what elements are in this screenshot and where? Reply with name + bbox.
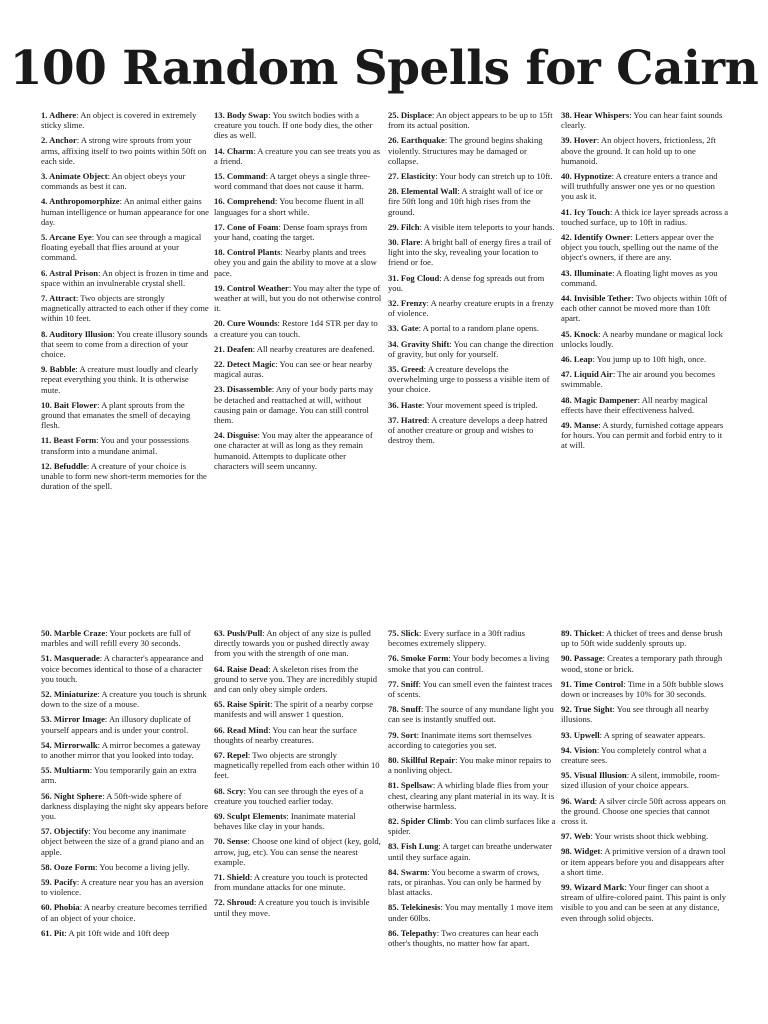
spell-name: 57. Objectify <box>41 826 89 837</box>
spell-description: An object of any size is pulled directly towards you or pushed directly away from you with the strength of one man. <box>214 628 371 659</box>
spell-description: You see through all nearby illusions. <box>561 704 709 725</box>
spell-name: 36. Haste <box>388 399 422 410</box>
spell-entry: 18. Control Plants: Nearby plants and trees obey you and gain the ability to move at a slow pace. <box>214 247 377 278</box>
spell-name: 77. Sniff <box>388 678 419 689</box>
spell-entry: 33. Gate: A portal to a random plane opens. <box>388 323 539 334</box>
spell-entry: 75. Slick: Every surface in a 30ft radius becomes extremely slippery. <box>388 628 526 649</box>
spell-name: 22. Detect Magic <box>214 359 276 370</box>
spell-entry: 32. Frenzy: A nearby creature erupts in a frenzy of violence. <box>388 298 554 319</box>
spell-description: Your wrists shoot thick webbing. <box>594 831 709 842</box>
spell-column-5 <box>41 628 209 943</box>
spell-description: A bright ball of energy fires a trail of light into the sky, revealing your location to friend or foe. <box>388 237 552 268</box>
spell-entry: 96. Ward: A silver circle 50ft across appears on the ground. Choose one species that cannot cross it. <box>561 795 726 827</box>
spell-name: 15. Command <box>214 171 266 182</box>
spell-name: 8. Auditory Illusion <box>41 328 113 339</box>
spell-entry: 15. Command: A target obeys a single three-word command that does not cause it harm. <box>214 171 370 192</box>
spell-name: 61. Pit <box>41 927 65 938</box>
spell-name: 79. Sort <box>388 729 417 740</box>
spell-name: 32. Frenzy <box>388 298 427 309</box>
spell-description: A creature must loudly and clearly repeat everything you think. It is otherwise mute. <box>41 364 199 395</box>
spell-name: 94. Vision <box>561 744 597 755</box>
spell-name: 71. Shield <box>214 872 250 883</box>
spell-name: 27. Elasticity <box>388 171 436 182</box>
spell-description: Restore 1d4 STR per day to a creature you can touch. <box>214 318 378 339</box>
spell-entry: 76. Smoke Form: Your body becomes a living smoke that you can control. <box>388 653 550 674</box>
spell-entry: 36. Haste: Your movement speed is tripled. <box>388 399 538 410</box>
spell-name: 48. Magic Dampener <box>561 394 638 405</box>
spell-name: 93. Upwell <box>561 729 600 740</box>
spell-name: 96. Ward <box>561 795 595 806</box>
spell-entry: 17. Cone of Foam: Dense foam sprays from your hand, coating the target. <box>214 221 368 243</box>
spell-name: 67. Repel <box>214 750 248 761</box>
spell-description: An object obeys your commands as best it can. <box>41 171 186 192</box>
spell-name: 50. Marble Craze <box>41 628 106 638</box>
spell-entry: 80. Skillful Repair: You make minor repairs to a nonliving object. <box>388 755 552 776</box>
spell-description: A creature you touch is protected from mundane attacks for one minute. <box>214 872 368 893</box>
spell-column-1 <box>41 110 209 497</box>
spell-entry: 86. Telepathy: Two creatures can hear each other's thoughts, no matter how far apart. <box>388 927 539 949</box>
spell-name: 35. Greed <box>388 364 424 375</box>
spell-description: A whirling blade flies from your chest, clearing any plant material in its way. It is otherwise harmless. <box>388 780 555 811</box>
spell-name: 16. Comprehend <box>214 196 275 207</box>
spell-description: A mirror becomes a gateway to another mirror that you looked into today. <box>41 739 201 761</box>
spell-name: 38. Hear Whispers <box>561 110 630 120</box>
spell-name: 40. Hypnotize <box>561 171 612 182</box>
spell-name: 20. Cure Wounds <box>214 318 278 329</box>
spell-description: Your body becomes a living smoke that you can control. <box>388 653 550 674</box>
spell-name: 12. Befuddle <box>41 460 87 471</box>
spell-entry: 1. Adhere: An object is covered in extremely sticky slime. <box>41 110 197 131</box>
spell-description: You temporarily gain an extra arm. <box>41 765 197 786</box>
spell-entry: 20. Cure Wounds: Restore 1d4 STR per day to a creature you can touch. <box>214 318 378 339</box>
spell-name: 53. Mirror Image <box>41 714 105 725</box>
spell-description: You become a living jelly. <box>99 861 190 872</box>
spell-description: A skeleton rises from the ground to serve you. They are incredibly stupid and can only obey simple orders. <box>214 663 378 695</box>
spell-entry: 6. Astral Prison: An object is frozen in time and space within an invulnerable crystal shell. <box>41 267 209 288</box>
spell-entry: 94. Vision: You completely control what a creature sees. <box>561 744 707 766</box>
spell-name: 98. Widget <box>561 846 601 857</box>
spell-description: A thick ice layer spreads across a touched surface, up to 10ft in radius. <box>561 206 729 227</box>
spell-name: 43. Illuminate <box>561 267 613 278</box>
spell-name: 66. Read Mind <box>214 724 269 735</box>
spell-name: 11. Beast Form <box>41 435 97 446</box>
spell-entry: 85. Telekinesis: You may mentally 1 move item under 60lbs. <box>388 902 553 923</box>
spell-description: An object is frozen in time and space within an invulnerable crystal shell. <box>41 267 209 288</box>
spell-description: A visible item teleports to your hands. <box>423 221 555 232</box>
spell-description: A spring of seawater appears. <box>603 729 706 740</box>
spell-name: 60. Phobia <box>41 902 80 913</box>
spell-entry: 10. Bait Flower: A plant sprouts from the ground that emanates the smell of decaying flesh. <box>41 399 191 431</box>
spell-name: 2. Anchor <box>41 135 77 146</box>
spell-description: A creature enters a trance and will truthfully answer one yes or no question you ask it. <box>561 171 718 202</box>
spell-description: Time in a 50ft bubble slows down or increases by 10% for 30 seconds. <box>561 678 724 700</box>
spell-name: 33. Gate <box>388 323 419 334</box>
spell-description: A nearby mundane or magical lock unlocks loudly. <box>561 328 723 349</box>
spell-name: 3. Animate Object <box>41 171 108 182</box>
spell-name: 51. Masquerade <box>41 653 100 664</box>
spell-description: A creature develops a deep hatred of another creature or group and wishes to destroy them. <box>388 414 548 446</box>
spell-description: A dense fog spreads out from you. <box>388 272 545 293</box>
spell-description: A character's appearance and voice becomes identical to those of a character you touch. <box>41 653 204 684</box>
spell-name: 19. Control Weather <box>214 282 289 293</box>
spell-description: You completely control what a creature sees. <box>561 744 707 766</box>
spell-description: You can see or hear nearby magical auras. <box>214 359 373 380</box>
spell-entry: 48. Magic Dampener: All nearby magical effects have their effectiveness halved. <box>561 394 708 415</box>
spell-description: Dense foam sprays from your hand, coating the target. <box>214 221 368 243</box>
spell-name: 6. Astral Prison <box>41 267 99 278</box>
spell-entry: 63. Push/Pull: An object of any size is pulled directly towards you or pushed directly away from you with the strength of one man. <box>214 628 371 659</box>
spell-entry: 67. Repel: Two objects are strongly magnetically repelled from each other within 10 feet. <box>214 750 380 781</box>
spell-description: A creature near you has an aversion to violence. <box>41 877 204 898</box>
spell-description: A plant sprouts from the ground that emanates the smell of decaying flesh. <box>41 399 191 431</box>
spell-description: All nearby creatures are deafened. <box>256 343 375 354</box>
spell-entry: 45. Knock: A nearby mundane or magical lock unlocks loudly. <box>561 328 723 349</box>
spell-entry: 29. Filch: A visible item teleports to your hands. <box>388 221 555 232</box>
spell-entry: 59. Pacify: A creature near you has an aversion to violence. <box>41 877 204 898</box>
spell-description: You jump up to 10ft high, once. <box>596 354 707 365</box>
spell-description: You can see through the eyes of a creature you touched earlier today. <box>214 785 364 806</box>
spell-name: 39. Hover <box>561 135 597 146</box>
spell-name: 9. Babble <box>41 364 76 375</box>
spell-description: A creature of your choice is unable to form new short-term memories for the duration of the spell. <box>41 460 207 492</box>
spell-description: You become a swarm of crows, rats, or piranhas. You can only be harmed by blast attacks. <box>388 866 542 898</box>
spell-entry: 22. Detect Magic: You can see or hear nearby magical auras. <box>214 359 373 380</box>
spell-name: 26. Earthquake <box>388 135 445 146</box>
spell-name: 49. Manse <box>561 420 599 431</box>
spell-name: 10. Bait Flower <box>41 399 98 410</box>
spell-name: 68. Scry <box>214 785 244 796</box>
spell-description: A floating light moves as you command. <box>561 267 718 288</box>
spell-description: Inanimate material behaves like clay in your hands. <box>214 811 356 832</box>
spell-entry: 16. Comprehend: You become fluent in all languages for a short while. <box>214 196 364 217</box>
spell-description: A target obeys a single three-word command that does not cause it harm. <box>214 171 370 192</box>
spell-description: The air around you becomes swimmable. <box>561 369 716 390</box>
spell-description: Two objects within 10ft of each other cannot be moved more than 10ft apart. <box>561 293 727 324</box>
spell-description: You can hear faint sounds clearly. <box>561 110 723 131</box>
spell-description: An object is covered in extremely sticky slime. <box>41 110 197 131</box>
spell-description: A target can breathe underwater until they surface again. <box>388 841 553 862</box>
spell-name: 89. Thicket <box>561 628 602 638</box>
spell-description: You can smell even the faintest traces of scents. <box>388 678 553 700</box>
spell-entry: 13. Body Swap: You switch bodies with a creature you touch. If one body dies, the other dies as well. <box>214 110 373 141</box>
spell-description: The source of any mundane light you can see is instantly snuffed out. <box>388 704 554 725</box>
spell-entry: 68. Scry: You can see through the eyes of a creature you touched earlier today. <box>214 785 364 806</box>
spell-description: The ground begins shaking violently. Structures may be damaged or collapse. <box>388 135 543 166</box>
spell-description: You can change the direction of gravity, but only for yourself. <box>388 338 554 359</box>
spell-name: 80. Skillful Repair <box>388 755 456 766</box>
spell-name: 37. Hatred <box>388 414 427 425</box>
spell-description: A primitive version of a drawn tool or item appears before you and disappears after a short time. <box>561 846 726 877</box>
spell-description: A creature you touch is invisible until they move. <box>214 897 370 918</box>
spell-entry: 28. Elemental Wall: A straight wall of ice or fire 50ft long and 10ft high rises from the ground. <box>388 186 543 217</box>
spell-name: 85. Telekinesis <box>388 902 441 913</box>
spell-name: 4. Anthropomorphize <box>41 196 120 207</box>
spell-name: 7. Attract <box>41 293 76 304</box>
spell-entry: 30. Flare: A bright ball of energy fires a trail of light into the sky, revealing your location to friend or foe. <box>388 237 552 268</box>
spell-description: You can hear the surface thoughts of nearby creatures. <box>214 724 357 745</box>
spell-entry: 71. Shield: A creature you touch is protected from mundane attacks for one minute. <box>214 872 368 893</box>
spell-name: 30. Flare <box>388 237 421 248</box>
spell-name: 70. Sense <box>214 836 248 847</box>
spell-entry: 11. Beast Form: You and your possessions transform into a mundane animal. <box>41 435 190 456</box>
spell-entry: 37. Hatred: A creature develops a deep hatred of another creature or group and wishes to destroy them. <box>388 414 548 446</box>
spell-name: 69. Sculpt Elements <box>214 811 287 822</box>
spell-name: 42. Identify Owner <box>561 232 631 243</box>
spell-column-8 <box>561 628 729 928</box>
spell-description: You switch bodies with a creature you touch. If one body dies, the other dies as well. <box>214 110 373 141</box>
spell-entry: 61. Pit: A pit 10ft wide and 10ft deep <box>41 927 170 938</box>
spell-description: You and your possessions transform into a mundane animal. <box>41 435 190 456</box>
spell-name: 92. True Sight <box>561 704 613 715</box>
spell-description: A 50ft-wide sphere of darkness displaying the night sky appears before you. <box>41 790 209 822</box>
spell-entry: 98. Widget: A primitive version of a drawn tool or item appears before you and disappears after a short time. <box>561 846 726 877</box>
spell-name: 63. Push/Pull <box>214 628 263 638</box>
spell-description: An illusory duplicate of yourself appears and is under your control. <box>41 714 191 735</box>
spell-entry: 56. Night Sphere: A 50ft-wide sphere of darkness displaying the night sky appears before you. <box>41 790 209 822</box>
spell-entry: 93. Upwell: A spring of seawater appears. <box>561 729 706 740</box>
spell-name: 64. Raise Dead <box>214 663 269 674</box>
spell-entry: 43. Illuminate: A floating light moves as you command. <box>561 267 718 288</box>
spell-name: 90. Passage <box>561 653 603 664</box>
spell-description: Your pockets are full of marbles and will refill every 30 seconds. <box>41 628 191 649</box>
spell-description: You may mentally 1 move item under 60lbs. <box>388 902 553 923</box>
spell-entry: 7. Attract: Two objects are strongly magnetically attracted to each other if they come within 10 feet. <box>41 293 209 324</box>
spell-entry: 70. Sense: Choose one kind of object (key, gold, arrow, jug, etc). You can sense the nearest example. <box>214 836 381 867</box>
spell-entry: 5. Arcane Eye: You can see through a magical floating eyeball that flies around at your command. <box>41 232 202 263</box>
spell-name: 54. Mirrorwalk <box>41 739 98 750</box>
spell-name: 25. Displace <box>388 110 432 120</box>
spell-entry: 53. Mirror Image: An illusory duplicate of yourself appears and is under your control. <box>41 714 191 735</box>
spell-name: 34. Gravity Shift <box>388 338 450 349</box>
spell-name: 91. Time Control <box>561 678 624 689</box>
spell-column-3 <box>388 110 556 450</box>
spell-name: 47. Liquid Air <box>561 369 613 380</box>
spell-entry: 79. Sort: Inanimate items sort themselves according to categories you set. <box>388 729 532 750</box>
spell-entry: 51. Masquerade: A character's appearance and voice becomes identical to those of a character you touch. <box>41 653 204 684</box>
spell-description: A nearby creature erupts in a frenzy of violence. <box>388 298 554 319</box>
spell-name: 17. Cone of Foam <box>214 221 279 232</box>
spell-name: 44. Invisible Tether <box>561 293 632 304</box>
spell-description: You may alter the appearance of one character at will as long as they remain humanoid. Attempts to duplicate other characters will seem uncanny. <box>214 430 373 471</box>
spell-description: Your body can stretch up to 10ft. <box>439 171 553 182</box>
spell-entry: 69. Sculpt Elements: Inanimate material behaves like clay in your hands. <box>214 811 356 832</box>
spell-description: Inanimate items sort themselves according to categories you set. <box>388 729 532 750</box>
spell-name: 23. Disassemble <box>214 384 272 395</box>
spell-column-2 <box>214 110 382 476</box>
spell-column-4 <box>561 110 729 456</box>
spell-entry: 12. Befuddle: A creature of your choice is unable to form new short-term memories for the duration of the spell. <box>41 460 207 492</box>
spell-entry: 49. Manse: A sturdy, furnished cottage appears for hours. You can permit and forbid entry to it at will. <box>561 420 724 451</box>
spell-entry: 31. Fog Cloud: A dense fog spreads out from you. <box>388 272 545 293</box>
spell-entry: 60. Phobia: A nearby creature becomes terrified of an object of your choice. <box>41 902 207 923</box>
spell-name: 46. Leap <box>561 354 593 365</box>
spell-entry: 19. Control Weather: You may alter the type of weather at will, but you do not otherwise control it. <box>214 282 382 314</box>
spell-description: An animal either gains human intelligence or human appearance for one day. <box>41 196 209 227</box>
spell-description: A creature you can see treats you as a friend. <box>214 145 381 166</box>
spell-description: A nearby creature becomes terrified of an object of your choice. <box>41 902 207 923</box>
spell-description: A creature develops the overwhelming urge to possess a visible item of your choice. <box>388 364 550 395</box>
spell-entry: 77. Sniff: You can smell even the faintest traces of scents. <box>388 678 553 700</box>
spell-name: 99. Wizard Mark <box>561 882 625 893</box>
spell-column-7 <box>388 628 556 953</box>
spell-column-6 <box>214 628 382 923</box>
spell-description: Creates a temporary path through wood, stone or brick. <box>561 653 723 674</box>
spell-entry: 8. Auditory Illusion: You create illusory sounds that seem to come from a direction of your choice. <box>41 328 208 360</box>
spell-description: A portal to a random plane opens. <box>422 323 539 334</box>
spell-description: An object hovers, frictionless, 2ft above the ground. It can hold up to one humanoid. <box>561 135 716 166</box>
spell-entry: 25. Displace: An object appears to be up to 15ft from its actual position. <box>388 110 553 131</box>
spell-entry: 97. Web: Your wrists shoot thick webbing. <box>561 831 709 842</box>
spell-description: Two objects are strongly magnetically attracted to each other if they come within 10 feet. <box>41 293 209 324</box>
spell-description: You can climb surfaces like a spider. <box>388 816 556 837</box>
spell-entry: 40. Hypnotize: A creature enters a trance and will truthfully answer one yes or no question you ask it. <box>561 171 718 202</box>
spell-description: A creature you touch is shrunk down to the size of a mouse. <box>41 689 207 710</box>
spell-name: 41. Icy Touch <box>561 206 610 217</box>
spell-name: 13. Body Swap <box>214 110 269 120</box>
spell-name: 97. Web <box>561 831 591 842</box>
spell-description: Two creatures can hear each other's thoughts, no matter how far apart. <box>388 927 539 949</box>
spell-entry: 26. Earthquake: The ground begins shaking violently. Structures may be damaged or collapse. <box>388 135 543 166</box>
spell-entry: 92. True Sight: You see through all nearby illusions. <box>561 704 709 725</box>
spell-name: 83. Fish Lung <box>388 841 439 852</box>
spell-name: 84. Swarm <box>388 866 428 877</box>
spell-description: Your finger can shoot a stream of ulfire-colored paint. This paint is only visible to you and can be seen at any distance, even through solid objects. <box>561 882 726 923</box>
spell-entry: 91. Time Control: Time in a 50ft bubble slows down or increases by 10% for 30 seconds. <box>561 678 724 700</box>
spell-description: You create illusory sounds that seem to come from a direction of your choice. <box>41 328 208 360</box>
spell-name: 56. Night Sphere <box>41 790 103 801</box>
spell-entry: 64. Raise Dead: A skeleton rises from the ground to serve you. They are incredibly stupid and can only obey simple orders. <box>214 663 378 695</box>
spell-description: You make minor repairs to a nonliving object. <box>388 755 552 776</box>
spell-entry: 84. Swarm: You become a swarm of crows, rats, or piranhas. You can only be harmed by blast attacks. <box>388 866 542 898</box>
spell-description: A pit 10ft wide and 10ft deep <box>68 927 170 938</box>
spell-name: 18. Control Plants <box>214 247 281 258</box>
spell-entry: 50. Marble Craze: Your pockets are full of marbles and will refill every 30 seconds. <box>41 628 191 649</box>
spell-description: You may alter the type of weather at will, but you do not otherwise control it. <box>214 282 382 314</box>
spell-entry: 46. Leap: You jump up to 10ft high, once. <box>561 354 707 365</box>
spell-entry: 83. Fish Lung: A target can breathe underwater until they surface again. <box>388 841 553 862</box>
spell-entry: 27. Elasticity: Your body can stretch up to 10ft. <box>388 171 553 182</box>
spell-name: 24. Disguise <box>214 430 258 441</box>
spell-description: Two objects are strongly magnetically repelled from each other within 10 feet. <box>214 750 380 781</box>
spell-entry: 4. Anthropomorphize: An animal either gains human intelligence or human appearance for one day. <box>41 196 209 227</box>
spell-description: A silver circle 50ft across appears on the ground. Choose one species that cannot cross it. <box>561 795 726 827</box>
spell-name: 78. Snuff <box>388 704 421 715</box>
spell-name: 95. Visual Illusion <box>561 770 627 781</box>
spell-entry: 2. Anchor: A strong wire sprouts from your arms, affixing itself to two points within 50ft on each side. <box>41 135 207 166</box>
spell-entry: 14. Charm: A creature you can see treats you as a friend. <box>214 145 381 166</box>
spell-name: 65. Raise Spirit <box>214 699 271 710</box>
spell-name: 72. Shroud <box>214 897 254 908</box>
spell-description: A strong wire sprouts from your arms, affixing itself to two points within 50ft on each side. <box>41 135 207 166</box>
spell-name: 5. Arcane Eye <box>41 232 92 243</box>
spell-name: 28. Elemental Wall <box>388 186 458 197</box>
spell-description: The spirit of a nearby corpse manifests and will answer 1 question. <box>214 699 374 720</box>
spell-description: Any of your body parts may be detached and reattached at will, without causing pain or damage. You can still control them. <box>214 384 373 426</box>
spell-entry: 90. Passage: Creates a temporary path through wood, stone or brick. <box>561 653 723 674</box>
spell-description: All nearby magical effects have their effectiveness halved. <box>561 394 708 415</box>
spell-name: 59. Pacify <box>41 877 77 888</box>
spell-entry: 39. Hover: An object hovers, frictionless, 2ft above the ground. It can hold up to one humanoid. <box>561 135 716 166</box>
spell-entry: 89. Thicket: A thicket of trees and dense brush up to 50ft wide suddenly sprouts up. <box>561 628 723 649</box>
spell-entry: 66. Read Mind: You can hear the surface thoughts of nearby creatures. <box>214 724 357 745</box>
spell-name: 45. Knock <box>561 328 599 339</box>
spell-entry: 47. Liquid Air: The air around you becomes swimmable. <box>561 369 716 390</box>
spell-entry: 57. Objectify: You become any inanimate object between the size of a grand piano and an apple. <box>41 826 204 857</box>
spell-entry: 82. Spider Climb: You can climb surfaces like a spider. <box>388 816 556 837</box>
spell-entry: 54. Mirrorwalk: A mirror becomes a gateway to another mirror that you looked into today. <box>41 739 201 761</box>
spell-name: 76. Smoke Form <box>388 653 449 664</box>
spell-name: 31. Fog Cloud <box>388 272 440 283</box>
spell-entry: 21. Deafen: All nearby creatures are deafened. <box>214 343 375 354</box>
spell-name: 82. Spider Climb <box>388 816 451 827</box>
spell-name: 58. Ooze Form <box>41 861 96 872</box>
spell-description: Every surface in a 30ft radius becomes extremely slippery. <box>388 628 526 649</box>
spell-entry: 58. Ooze Form: You become a living jelly. <box>41 861 190 872</box>
page-title: 100 Random Spells for Cairn <box>9 41 759 96</box>
spell-entry: 9. Babble: A creature must loudly and clearly repeat everything you think. It is otherwise mute. <box>41 364 199 395</box>
spell-entry: 72. Shroud: A creature you touch is invisible until they move. <box>214 897 370 918</box>
spell-entry: 95. Visual Illusion: A silent, immobile, room-sized illusion of your choice appears. <box>561 770 720 791</box>
spell-entry: 38. Hear Whispers: You can hear faint sounds clearly. <box>561 110 723 131</box>
spell-entry: 34. Gravity Shift: You can change the direction of gravity, but only for yourself. <box>388 338 554 359</box>
spell-description: Letters appear over the object you touch, spelling out the name of the object's owners, if there are any. <box>561 232 719 263</box>
spell-name: 14. Charm <box>214 145 254 156</box>
spell-description: A sturdy, furnished cottage appears for hours. You can permit and forbid entry to it at will. <box>561 420 724 451</box>
spell-name: 81. Spellsaw <box>388 780 433 791</box>
spell-description: A thicket of trees and dense brush up to 50ft wide suddenly sprouts up. <box>561 628 723 649</box>
spell-entry: 23. Disassemble: Any of your body parts may be detached and reattached at will, without causing pain or damage. You can still control them. <box>214 384 373 426</box>
spell-name: 52. Miniaturize <box>41 689 98 700</box>
spell-entry: 99. Wizard Mark: Your finger can shoot a stream of ulfire-colored paint. This paint is only visible to you and can be seen at any distance, even through solid objects. <box>561 882 726 923</box>
spell-entry: 35. Greed: A creature develops the overwhelming urge to possess a visible item of your choice. <box>388 364 550 395</box>
spell-entry: 81. Spellsaw: A whirling blade flies from your chest, clearing any plant material in its way. It is otherwise harmless. <box>388 780 555 811</box>
spell-name: 21. Deafen <box>214 343 253 354</box>
spell-description: Nearby plants and trees obey you and gain the ability to move at a slow pace. <box>214 247 377 278</box>
spell-entry: 44. Invisible Tether: Two objects within 10ft of each other cannot be moved more than 10ft apart. <box>561 293 727 324</box>
spell-entry: 55. Multiarm: You temporarily gain an extra arm. <box>41 765 197 786</box>
spell-entry: 65. Raise Spirit: The spirit of a nearby corpse manifests and will answer 1 question. <box>214 699 374 720</box>
spell-description: An object appears to be up to 15ft from its actual position. <box>388 110 553 131</box>
spell-entry: 3. Animate Object: An object obeys your commands as best it can. <box>41 171 186 192</box>
spell-entry: 52. Miniaturize: A creature you touch is shrunk down to the size of a mouse. <box>41 689 207 710</box>
spell-entry: 42. Identify Owner: Letters appear over the object you touch, spelling out the name of the object's owners, if there are any. <box>561 232 719 263</box>
spell-name: 75. Slick <box>388 628 420 638</box>
spell-description: You become fluent in all languages for a short while. <box>214 196 364 217</box>
spell-entry: 78. Snuff: The source of any mundane light you can see is instantly snuffed out. <box>388 704 554 725</box>
spell-name: 29. Filch <box>388 221 420 232</box>
spell-description: A straight wall of ice or fire 50ft long and 10ft high rises from the ground. <box>388 186 543 217</box>
spell-name: 55. Multiarm <box>41 765 90 776</box>
spell-description: A silent, immobile, room-sized illusion of your choice appears. <box>561 770 720 791</box>
spell-name: 86. Telepathy <box>388 927 437 938</box>
spell-entry: 24. Disguise: You may alter the appearance of one character at will as long as they remain humanoid. Attempts to duplicate other characters will seem uncanny. <box>214 430 373 471</box>
spell-description: You can see through a magical floating eyeball that flies around at your command. <box>41 232 202 263</box>
spell-name: 1. Adhere <box>41 110 77 120</box>
spell-entry: 41. Icy Touch: A thick ice layer spreads across a touched surface, up to 10ft in radius. <box>561 206 729 227</box>
spell-description: Your movement speed is tripled. <box>426 399 538 410</box>
spell-description: Choose one kind of object (key, gold, arrow, jug, etc). You can sense the nearest example. <box>214 836 381 867</box>
spell-description: You become any inanimate object between the size of a grand piano and an apple. <box>41 826 204 857</box>
